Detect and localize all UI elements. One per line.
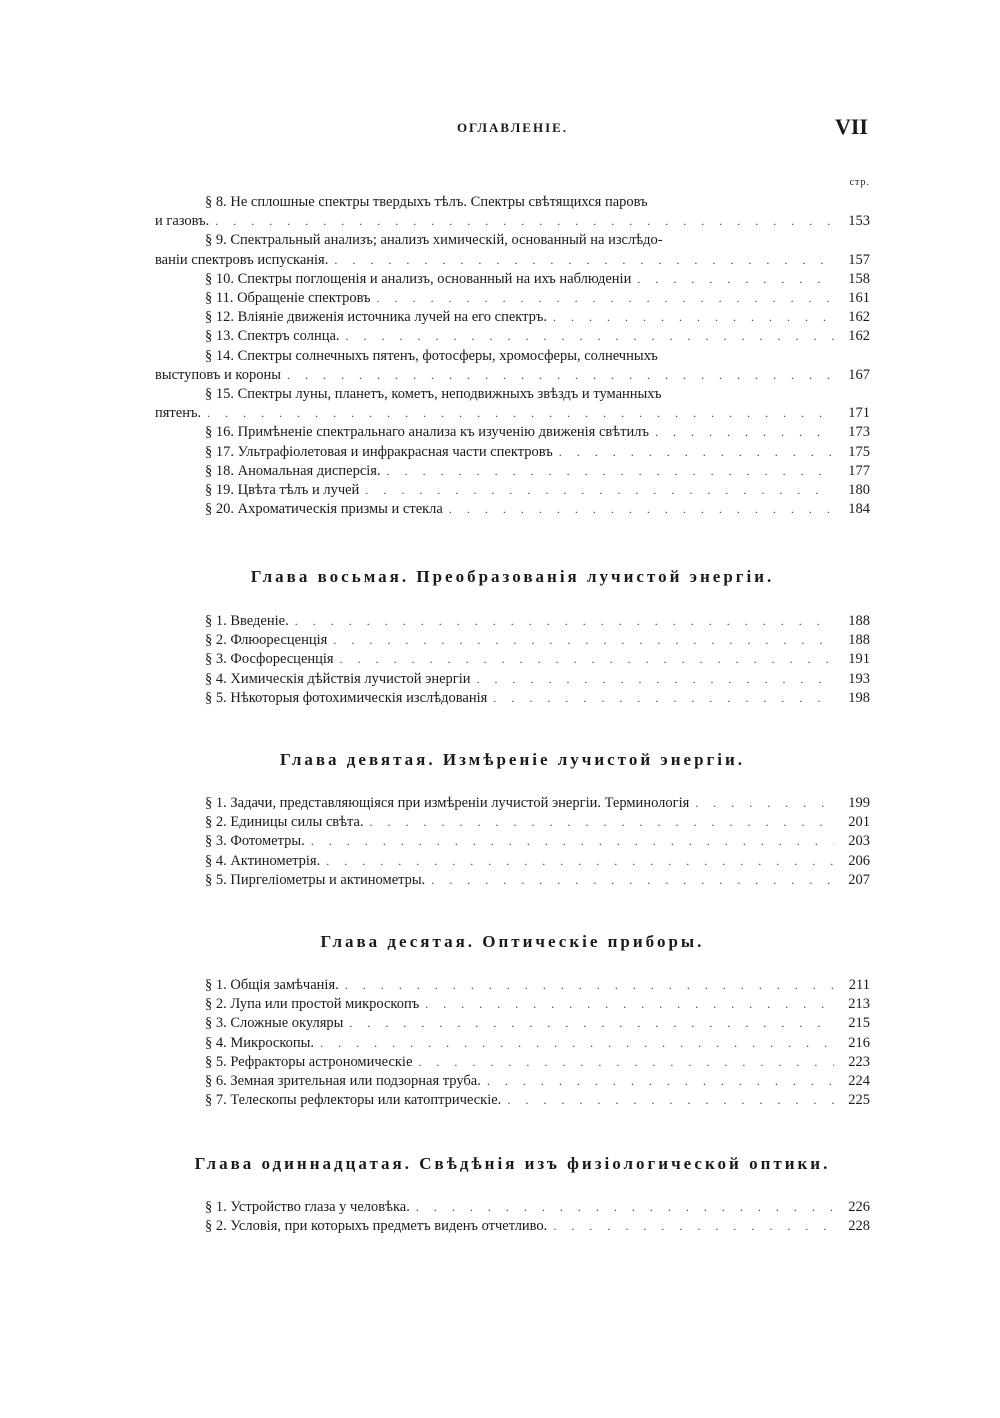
toc-entry-page: 207	[848, 871, 870, 888]
toc-entry-page: 158	[848, 270, 870, 287]
toc-chapter-10	[155, 976, 870, 1110]
chapter-heading: Глава девятая. Измѣреніе лучистой энергіи.	[279, 750, 746, 769]
toc-entry-text: § 4. Химическія дѣйствія лучистой энергіи	[205, 670, 471, 687]
dot-leader	[349, 1014, 834, 1033]
dot-leader	[326, 852, 834, 871]
toc-entry	[155, 832, 870, 851]
page-header	[155, 116, 870, 146]
toc-entry	[155, 385, 870, 423]
toc-entry-page: 167	[848, 366, 870, 383]
toc-section-continued	[155, 193, 870, 519]
toc-entry-text: § 13. Спектръ солнца.	[205, 328, 340, 345]
toc-entry-text: § 18. Аномальная дисперсія.	[205, 462, 381, 479]
toc-entry	[155, 308, 870, 327]
toc-entry-page: 184	[848, 501, 870, 518]
dot-leader	[449, 500, 834, 519]
toc-entry-page: 213	[848, 996, 870, 1013]
dot-leader	[345, 976, 834, 995]
toc-entry	[155, 794, 870, 813]
dot-leader	[637, 270, 834, 289]
toc-entry	[155, 650, 870, 669]
toc-entry	[155, 1034, 870, 1053]
chapter-heading: Глава восьмая. Преобразованія лучистой энергіи.	[250, 567, 775, 586]
toc-entry-text: § 2. Единицы силы свѣта.	[205, 814, 364, 831]
toc-entry-text: § 4. Микроскопы.	[205, 1034, 315, 1051]
page-title: ОГЛАВЛЕНІЕ.	[456, 120, 569, 135]
toc-chapter-9	[155, 794, 870, 890]
toc-entry-page: 177	[848, 462, 870, 479]
toc-entry-text: § 16. Примѣненіе спектральнаго анализа къ изученію движенія свѣтилъ	[205, 424, 649, 441]
toc-entry-text: § 5. Рефракторы астрономическіе	[205, 1053, 413, 1070]
toc-entry	[155, 1217, 870, 1236]
dot-leader	[346, 327, 834, 346]
toc-entry-first-line: § 15. Спектры луны, планетъ, кометъ, неподвижныхъ звѣздъ и туманныхъ	[205, 386, 662, 403]
toc-entry-page: 171	[848, 405, 870, 422]
toc-entry-text: § 3. Сложные окуляры	[205, 1015, 344, 1032]
dot-leader	[215, 212, 834, 231]
toc-entry-text: § 2. Условія, при которыхъ предметъ виденъ отчетливо.	[205, 1218, 548, 1235]
toc-entry-page: 224	[848, 1073, 870, 1090]
toc-entry-page: 188	[848, 632, 870, 649]
dot-leader	[333, 631, 834, 650]
toc-entry-text: § 1. Введеніе.	[205, 613, 289, 629]
dot-leader	[311, 832, 834, 851]
toc-entry	[155, 612, 870, 631]
toc-entry-text: § 12. Вліяніе движенія источника лучей на его спектръ.	[205, 309, 548, 326]
toc-entry	[155, 193, 870, 231]
toc-entry-page: 162	[848, 328, 870, 345]
toc-entry-page: 206	[848, 852, 870, 869]
toc-entry-text: § 5. Нѣкоторыя фотохимическія изслѣдованія	[205, 689, 488, 706]
toc-entry	[155, 689, 870, 708]
toc-entry	[155, 289, 870, 308]
toc-entry	[155, 976, 870, 995]
toc-entry	[155, 871, 870, 890]
toc-entry	[155, 1198, 870, 1217]
toc-entry-text: § 1. Задачи, представляющіяся при измѣреніи лучистой энергіи. Терминологія	[205, 795, 690, 811]
toc-entry-text: § 4. Актинометрія.	[205, 852, 321, 869]
toc-entry-page: 223	[848, 1053, 870, 1070]
toc-entry	[155, 462, 870, 481]
dot-leader	[553, 308, 834, 327]
toc-entry-page: 161	[848, 290, 870, 307]
dot-leader	[416, 1198, 834, 1217]
toc-entry-page: 216	[848, 1034, 870, 1051]
toc-entry-page: 198	[848, 689, 870, 706]
toc-entry	[155, 995, 870, 1014]
toc-entry	[155, 347, 870, 385]
toc-entry	[155, 1072, 870, 1091]
toc-entry	[155, 631, 870, 650]
chapter-heading: Глава десятая. Оптическіе приборы.	[320, 932, 705, 951]
toc-entry-first-line: § 8. Не сплошные спектры твердыхъ тѣлъ. Спектры свѣтящихся паровъ	[205, 194, 648, 210]
toc-entry	[155, 481, 870, 500]
dot-leader	[365, 481, 834, 500]
toc-chapter-8	[155, 612, 870, 708]
toc-entry-page: 180	[848, 482, 870, 499]
dot-leader	[487, 1072, 834, 1091]
dot-leader	[207, 404, 834, 423]
toc-entry-page: 175	[848, 443, 870, 460]
dot-leader	[431, 871, 834, 890]
dot-leader	[695, 794, 834, 813]
dot-leader	[559, 443, 834, 462]
toc-entry-page: 211	[848, 977, 870, 993]
dot-leader	[377, 289, 834, 308]
toc-entry	[155, 1014, 870, 1033]
dot-leader	[320, 1034, 834, 1053]
toc-entry	[155, 231, 870, 269]
dot-leader	[334, 251, 834, 270]
page-column-label: стр.	[849, 177, 870, 188]
dot-leader	[425, 995, 834, 1014]
toc-entry-first-line: § 9. Спектральный анализъ; анализъ химическій, основанный на изслѣдо-	[205, 232, 663, 249]
toc-entry	[155, 1091, 870, 1110]
toc-entry	[155, 270, 870, 289]
toc-entry-text: § 3. Фосфоресценція	[205, 651, 334, 668]
page-number: VII	[834, 114, 868, 139]
toc-entry	[155, 813, 870, 832]
toc-entry	[155, 852, 870, 871]
toc-entry-text: § 2. Флюоресценція	[205, 632, 328, 649]
toc-entry-page: 193	[848, 670, 870, 687]
toc-entry-page: 199	[848, 795, 870, 811]
toc-entry-text: § 7. Телескопы рефлекторы или катоптрическіе.	[205, 1092, 502, 1109]
dot-leader	[655, 423, 834, 442]
toc-entry-page: 188	[848, 613, 870, 629]
toc-entry-text: § 6. Земная зрительная или подзорная труба.	[205, 1073, 481, 1090]
dot-leader	[287, 366, 834, 385]
toc-entry	[155, 443, 870, 462]
dot-leader	[507, 1091, 834, 1110]
toc-entry	[155, 423, 870, 442]
toc-entry-page: 162	[848, 309, 870, 326]
dot-leader	[295, 612, 834, 631]
toc-entry-page: 173	[848, 424, 870, 441]
toc-entry-page: 153	[848, 213, 870, 230]
toc-entry-text: и газовъ.	[155, 213, 210, 230]
dot-leader	[477, 670, 834, 689]
toc-entry-text: § 19. Цвѣта тѣлъ и лучей	[205, 482, 360, 499]
toc-entry-text: § 1. Устройство глаза у человѣка.	[205, 1199, 410, 1215]
dot-leader	[553, 1217, 834, 1236]
toc-entry-text: ваніи спектровъ испусканія.	[155, 251, 329, 268]
dot-leader	[370, 813, 834, 832]
toc-entry-page: 228	[848, 1218, 870, 1235]
toc-entry-text: пятенъ.	[155, 405, 202, 422]
toc-entry-page: 225	[848, 1092, 870, 1109]
toc-entry-page: 226	[848, 1199, 870, 1215]
toc-entry-text: § 5. Пиргеліометры и актинометры.	[205, 871, 426, 888]
toc-entry	[155, 1053, 870, 1072]
toc-entry-text: выступовъ и короны	[155, 366, 281, 383]
toc-entry-page: 157	[848, 251, 870, 268]
chapter-heading: Глава одиннадцатая. Свѣдѣнія изъ физіологической оптики.	[194, 1154, 831, 1173]
toc-entry-page: 203	[848, 833, 870, 850]
toc-entry-text: § 20. Ахроматическія призмы и стекла	[205, 501, 443, 518]
toc-chapter-11	[155, 1198, 870, 1236]
toc-entry-text: § 3. Фотометры.	[205, 833, 305, 850]
dot-leader	[387, 462, 834, 481]
toc-entry-page: 215	[848, 1015, 870, 1032]
toc-entry	[155, 670, 870, 689]
dot-leader	[418, 1053, 834, 1072]
toc-entry-page: 191	[848, 651, 870, 668]
dot-leader	[493, 689, 834, 708]
toc-entry-text: § 2. Лупа или простой микроскопъ	[205, 996, 420, 1013]
toc-entry-first-line: § 14. Спектры солнечныхъ пятенъ, фотосферы, хромосферы, солнечныхъ	[205, 347, 658, 364]
dot-leader	[340, 650, 834, 669]
toc-entry-text: § 1. Общія замѣчанія.	[205, 977, 339, 993]
toc-entry-text: § 10. Спектры поглощенія и анализъ, основанный на ихъ наблюденіи	[205, 270, 632, 287]
toc-entry	[155, 327, 870, 346]
toc-entry-text: § 17. Ультрафіолетовая и инфракрасная части спектровъ	[205, 443, 553, 460]
toc-entry-text: § 11. Обращеніе спектровъ	[205, 290, 371, 307]
toc-entry	[155, 500, 870, 519]
toc-entry-page: 201	[848, 814, 870, 831]
